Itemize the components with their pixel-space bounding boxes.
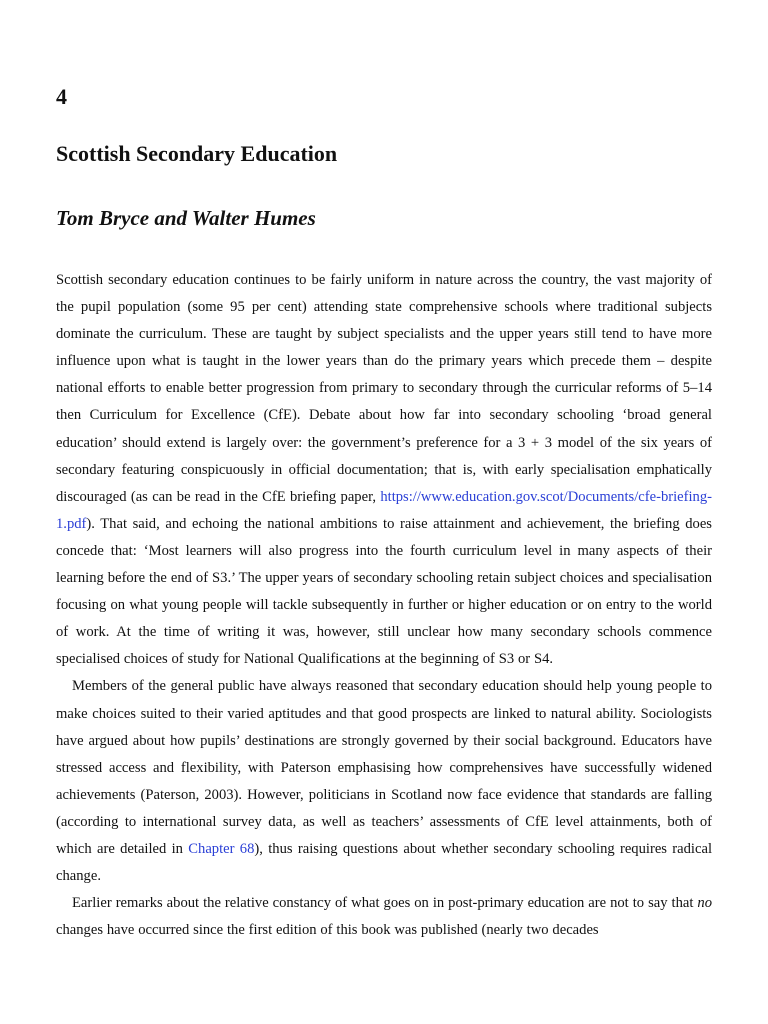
chapter-authors: Tom Bryce and Walter Humes <box>56 206 316 230</box>
cfe-briefing-link[interactable]: https://www.education.gov.scot/Documents/cfe-briefing-1.pdf <box>56 488 712 532</box>
chapter-body <box>56 267 712 944</box>
chapter-title: Scottish Secondary Education <box>56 141 338 166</box>
paragraph-3 <box>56 890 712 944</box>
paragraph-1-text-b: ). That said, and echoing the national ambitions to raise attainment and achievement, the briefing does concede that: ‘Most learners will also progress into the fourth curriculum level in many aspects of their learning before the end of S3.’ The upper years of secondary schooling retain subject choices and specialisation focusing on what young people will tackle subsequently in further or higher education or on entry to the world of work. At the time of writing it was, however, still unclear how many secondary schools commence specialised choices of study for National Qualifications at the beginning of S3 or S4. <box>56 515 712 668</box>
paragraph-2-text-b: ), thus raising questions about whether secondary schooling requires radical change. <box>56 840 712 885</box>
paragraph-1-text-a: Scottish secondary education continues to be fairly uniform in nature across the country, the vast majority of the pupil population (some 95 per cent) attending state comprehensive schools where traditional subjects dominate the curriculum. These are taught by subject specialists and the upper years still tend to have more influence upon what is taught in the lower years than do the primary years which precede them – despite national efforts to enable better progression from primary to secondary through the curricular reforms of 5–14 then Curriculum for Excellence (CfE). Debate about how far into secondary schooling ‘broad general education’ should extend is largely over: the government’s preference for a 3 + 3 model of the six years of secondary featuring conspicuously in official documentation; that is, with early specialisation emphatically discouraged (as can be read in the CfE briefing paper, <box>56 272 712 505</box>
paragraph-3-text-b: changes have occurred since the first edition of this book was published (nearly two decades <box>56 922 599 939</box>
paragraph-1 <box>56 267 712 673</box>
paragraph-3-text-a: Earlier remarks about the relative constancy of what goes on in post-primary education are not to say that <box>72 895 698 912</box>
chapter-68-link[interactable]: Chapter 68 <box>188 840 255 857</box>
chapter-number: 4 <box>56 84 67 109</box>
paragraph-2-text-a: Members of the general public have always reasoned that secondary education should help young people to make choices suited to their varied aptitudes and that good prospects are linked to natural ability. Sociologists have argued about how pupils’ destinations are strongly governed by their social background. Educators have stressed access and flexibility, with Paterson emphasising how comprehensives have successfully widened achievements (Paterson, 2003). However, politicians in Scotland now face evidence that standards are falling (according to international survey data, as well as teachers’ assessments of CfE level attainments, both of which are detailed in <box>56 678 712 857</box>
paragraph-2 <box>56 673 712 890</box>
paragraph-3-emphasis: no <box>697 895 712 912</box>
